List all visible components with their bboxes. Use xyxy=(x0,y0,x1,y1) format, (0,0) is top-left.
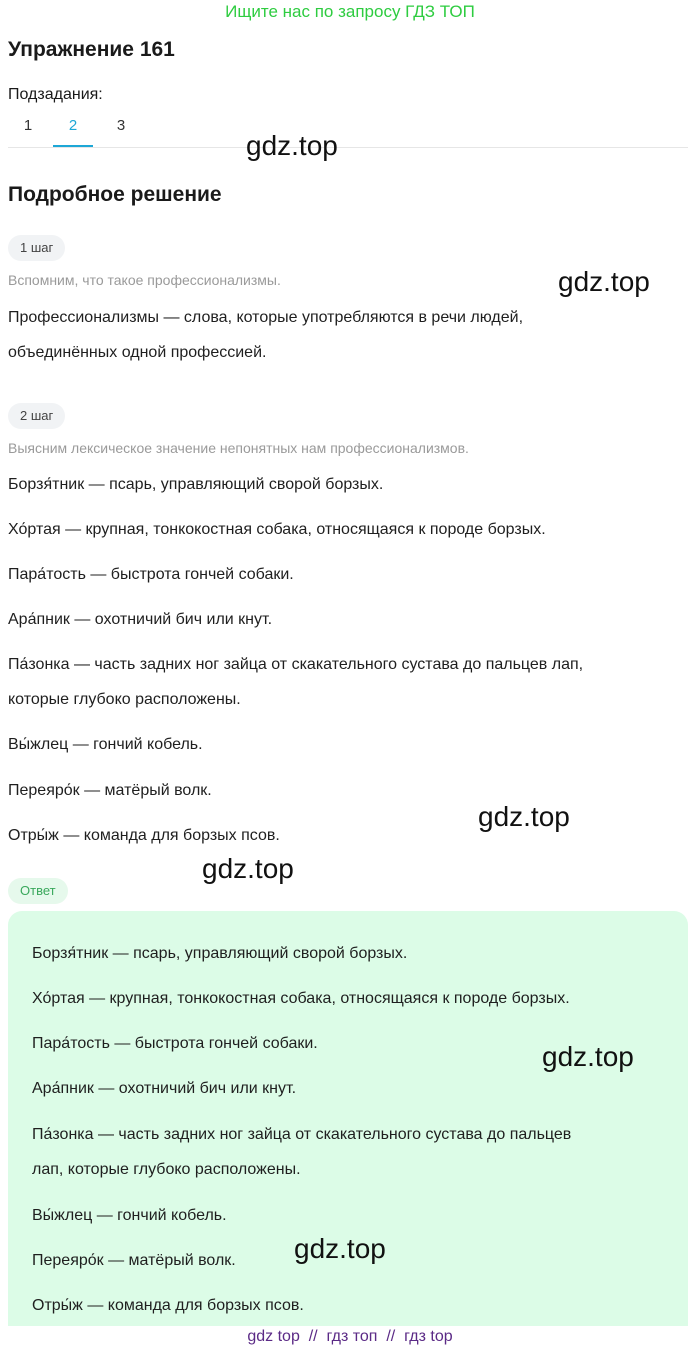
step-text-line: Хо́ртая — крупная, тонкокостная собака, относящаяся к породе борзых. xyxy=(8,521,546,538)
tab-subtask-1[interactable]: 1 xyxy=(23,117,33,134)
footer-separator: // xyxy=(308,1328,318,1345)
page-title: Упражнение 161 xyxy=(8,38,175,61)
watermark: gdz.top xyxy=(542,1041,634,1072)
footer-link[interactable]: gdz top xyxy=(247,1328,300,1345)
tab-subtask-2[interactable]: 2 xyxy=(53,108,93,147)
answer-text-line: Пара́тость — быстрота гончей собаки. xyxy=(32,1035,318,1052)
step-hint: Выясним лексическое значение непонятных нам профессионализмов. xyxy=(8,440,469,456)
watermark: gdz.top xyxy=(294,1233,386,1264)
footer-links xyxy=(0,1328,700,1346)
answer-text-line: Хо́ртая — крупная, тонкокостная собака, относящаяся к породе борзых. xyxy=(32,990,570,1007)
answer-badge: Ответ xyxy=(8,878,68,904)
promo-banner[interactable]: Ищите нас по запросу ГДЗ ТОП xyxy=(225,2,475,21)
answer-text-line: Борзя́тник — псарь, управляющий сворой борзых. xyxy=(32,945,408,962)
footer-link[interactable]: гдз top xyxy=(404,1328,453,1345)
step-hint: Вспомним, что такое профессионализмы. xyxy=(8,272,281,288)
answer-text-line: лап, которые глубоко расположены. xyxy=(32,1161,301,1178)
tab-subtask-3[interactable]: 3 xyxy=(116,117,126,134)
answer-text-line: Отры́ж — команда для борзых псов. xyxy=(32,1297,304,1314)
footer-separator: // xyxy=(386,1328,396,1345)
step-text-line: Отры́ж — команда для борзых псов. xyxy=(8,827,280,844)
step-text-line: Борзя́тник — псарь, управляющий сворой борзых. xyxy=(8,476,384,493)
footer-link[interactable]: гдз топ xyxy=(326,1328,378,1345)
subtasks-label: Подзадания: xyxy=(8,86,103,103)
step-text-line: Па́зонка — часть задних ног зайца от скакательного сустава до пальцев лап, xyxy=(8,656,584,673)
watermark: gdz.top xyxy=(558,266,650,297)
watermark: gdz.top xyxy=(246,130,338,161)
step-text-line: Профессионализмы — слова, которые употребляются в речи людей, xyxy=(8,309,524,326)
step-badge: 1 шаг xyxy=(8,235,65,261)
step-text-line: Вы́жлец — гончий кобель. xyxy=(8,736,203,753)
step-text-line: Ара́пник — охотничий бич или кнут. xyxy=(8,611,273,628)
step-text-line: Пара́тость — быстрота гончей собаки. xyxy=(8,566,294,583)
answer-text-line: Переяро́к — матёрый волк. xyxy=(32,1252,236,1269)
answer-text-line: Па́зонка — часть задних ног зайца от скакательного сустава до пальцев xyxy=(32,1126,572,1143)
step-text-line: которые глубоко расположены. xyxy=(8,691,241,708)
answer-text-line: Ара́пник — охотничий бич или кнут. xyxy=(32,1080,297,1097)
section-title: Подробное решение xyxy=(8,183,222,206)
step-badge: 2 шаг xyxy=(8,403,65,429)
step-text-line: Переяро́к — матёрый волк. xyxy=(8,782,212,799)
watermark: gdz.top xyxy=(478,801,570,832)
step-text-line: объединённых одной профессией. xyxy=(8,344,267,361)
watermark: gdz.top xyxy=(202,853,294,884)
answer-text-line: Вы́жлец — гончий кобель. xyxy=(32,1207,227,1224)
subtask-tabs xyxy=(8,108,688,148)
